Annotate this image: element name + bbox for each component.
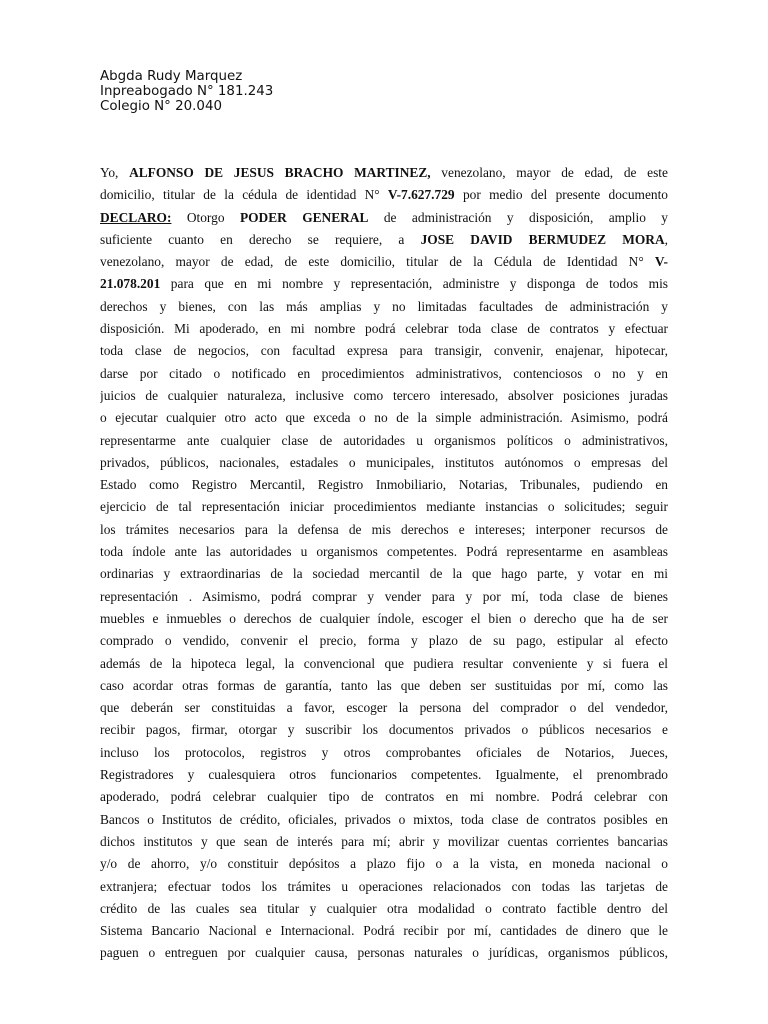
grantor-name: ALFONSO DE JESUS BRACHO MARTINEZ, (129, 165, 431, 180)
text-line: Sistema Bancario Nacional e Internacional. Podrá recibir por mí, cantidades de dinero que le (100, 923, 668, 939)
colegio-number: Colegio N° 20.040 (100, 98, 222, 114)
text-line: dichos institutos y que sean de interés para mí; abrir y movilizar cuentas corrientes bancarias (100, 833, 668, 849)
text-line: 21.078.201 para que en mi nombre y representación, administre y disponga de todos mis (100, 276, 668, 292)
text-line: suficiente cuanto en derecho se requiere, a JOSE DAVID BERMUDEZ MORA, (100, 231, 668, 247)
text-line: juicios de cualquier naturaleza, inclusive como tercero interesado, absolver posiciones juradas (100, 387, 668, 403)
inpreabogado-number: Inpreabogado N° 181.243 (100, 83, 274, 99)
text-line: recibir pagos, firmar, otorgar y suscribir los documentos privados o públicos necesarios e (100, 722, 668, 738)
text-line: caso acordar otras formas de garantía, tanto las que deben ser sustituidas por mí, como las (100, 677, 668, 693)
text-line: que deberán ser constituidas a favor, escoger la persona del comprador o del vendedor, (100, 700, 668, 716)
text-line: paguen o entreguen por cualquier causa, personas naturales o jurídicas, organismos públicos, (100, 945, 668, 961)
lawyer-header (100, 70, 273, 114)
text-line: ejercicio de tal representación iniciar procedimientos mediante instancias o solicitudes; seguir (100, 499, 668, 515)
text-line: comprado o vendido, convenir el precio, forma y plazo de su pago, estipular al efecto (100, 633, 668, 649)
declaro-heading: DECLARO: (100, 209, 172, 225)
text-line: representación . Asimismo, podrá comprar y vender para y por mí, toda clase de bienes (100, 588, 668, 604)
text-line: derechos y bienes, con las más amplias y no limitadas facultades de administración y (100, 298, 668, 314)
attorney-id-prefix: V- (654, 254, 668, 270)
text-line: Bancos o Institutos de crédito, oficiales, privados o mixtos, toda clase de contratos posibles en (100, 811, 668, 827)
text-line: incluso los protocolos, registros y otros comprobantes oficiales de Notarios, Jueces, (100, 744, 668, 760)
lawyer-name: Abgda Rudy Marquez (100, 69, 243, 84)
text-line: extranjera; efectuar todos los trámites u operaciones relacionados con todas las tarjetas de (100, 878, 668, 894)
text-line: disposición. Mi apoderado, en mi nombre podrá celebrar toda clase de contratos y efectuar (100, 321, 668, 337)
text-line: además de la hipoteca legal, la convencional que pudiera resultar conveniente y si fuera el (100, 655, 668, 671)
power-of-attorney-text (100, 162, 668, 965)
text-line: ordinarias y extraordinarias de la sociedad mercantil de la que hago parte, y votar en mi (100, 566, 668, 582)
text-line: domicilio, titular de la cédula de identidad N° V-7.627.729 por medio del presente documento (100, 187, 668, 203)
text-line: apoderado, podrá celebrar cualquier tipo de contratos en mi nombre. Podrá celebrar con (100, 789, 668, 805)
grantor-id: V-7.627.729 (387, 187, 455, 203)
text-line: y/o de ahorro, y/o constituir depósitos a plazo fijo o a la vista, en moneda nacional o (100, 856, 668, 872)
text-line: los trámites necesarios para la defensa de mis derechos e intereses; interponer recursos de (100, 521, 668, 537)
poder-general-term: PODER GENERAL (239, 209, 369, 225)
text-line: muebles e inmuebles o derechos de cualquier índole, escoger el bien o derecho que ha de ser (100, 610, 668, 626)
text-line: darse por citado o notificado en procedimientos administrativos, contenciosos o no y en (100, 365, 668, 381)
text-line: toda clase de negocios, con facultad expresa para transigir, convenir, enajenar, hipotecar, (100, 343, 668, 359)
text-line: crédito de las cuales sea titular y cualquier otra modalidad o contrato factible dentro del (100, 900, 668, 916)
attorney-id: 21.078.201 (100, 276, 161, 292)
attorney-name: JOSE DAVID BERMUDEZ MORA (420, 231, 665, 247)
text-line: o ejecutar cualquier otro acto que exceda o no de la simple administración. Asimismo, podrá (100, 410, 668, 426)
text-line: DECLARO: Otorgo PODER GENERAL de administración y disposición, amplio y (100, 209, 668, 225)
text-line: representarme ante cualquier clase de autoridades u organismos políticos o administrativos, (100, 432, 668, 448)
text-line: Estado como Registro Mercantil, Registro Inmobiliario, Notarias, Tribunales, pudiendo en (100, 477, 668, 493)
text-line: toda índole ante las autoridades u organismos competentes. Podrá representarme en asambleas (100, 544, 668, 560)
text-line: Yo, ALFONSO DE JESUS BRACHO MARTINEZ, venezolano, mayor de edad, de este (100, 165, 668, 180)
text-line: venezolano, mayor de edad, de este domicilio, titular de la Cédula de Identidad N° V- (100, 254, 668, 270)
text-line: privados, públicos, nacionales, estadales o municipales, institutos autónomos o empresas del (100, 454, 668, 470)
text-line: Registradores y cualesquiera otros funcionarios competentes. Igualmente, el prenombrado (100, 767, 668, 783)
